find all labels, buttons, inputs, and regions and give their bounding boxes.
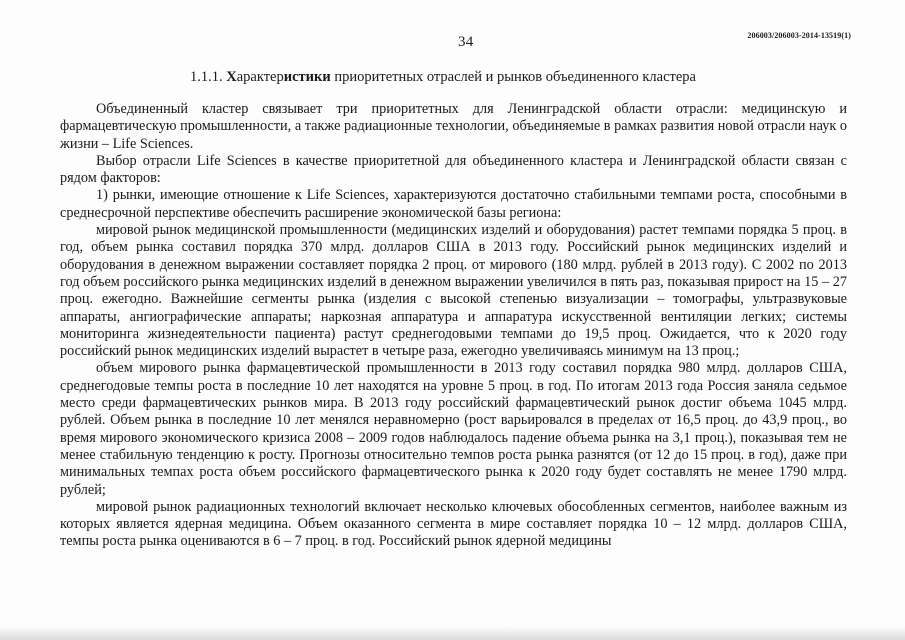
heading-bold-start: Х [226,69,237,85]
heading-prefix: 1.1.1. [190,69,227,85]
paragraph-choice-factors: Выбор отрасли Life Sciences в качестве приоритетной для объединенного кластера и Ленинградской области связан с рядом факторов: [60,152,847,187]
scan-bottom-shadow [0,626,905,640]
heading-rest: приоритетных отраслей и рынков объединенного кластера [330,69,696,85]
section-heading [190,69,696,86]
document-code: 206003/206003-2014-13519(1) [747,31,851,40]
heading-bold-part: истики [283,69,331,85]
body-text [60,101,847,551]
paragraph-radiation-market: мировой рынок радиационных технологий включает несколько ключевых обособленных сегментов, наиболее важным из которых является ядерная медицина. Объем оказанного сегмента в мире составляет порядка 10 – 12 млрд. долларов США, темпы роста рынка оцениваются в 6 – 7 проц. в год. Российский рынок ядерной медицины [60,498,847,550]
paragraph-medical-market: мировой рынок медицинской промышленности (медицинских изделий и оборудования) растет темпами порядка 5 проц. в год, объем рынка составил порядка 370 млрд. долларов США в 2013 году. Российский рынок медицинских изделий и оборудования в денежном выражении составляет порядка 2 проц. от мирового (180 млрд. рублей в 2013 году). С 2002 по 2013 год объем российского рынка медицинских изделий в денежном выражении увеличился в пять раз, показывая прирост на 15 – 27 проц. ежегодно. Важнейшие сегменты рынка (изделия с высокой степенью визуализации – томографы, ультразвуковые аппараты, ангиографические аппараты; наркозная аппаратура и аппаратура искусственной вентиляции легких; системы мониторинга жизнедеятельности пациента) растут среднегодовыми темпами до 19,5 проц. Ожидается, что к 2020 году российский рынок медицинских изделий вырастет в четыре раза, ежегодно увеличиваясь минимум на 13 проц.; [60,222,847,360]
heading-plain-middle: арактер [236,69,284,85]
paragraph-cluster-intro: Объединенный кластер связывает три приоритетных для Ленинградской области отрасли: медицинскую и фармацевтическую промышленности, а также радиационные технологии, объединяемые в рамках развития новой отрасли наук о жизни – Life Sciences. [60,101,847,152]
paragraph-factor-1: 1) рынки, имеющие отношение к Life Sciences, характеризуются достаточно стабильными темпами роста, способными в среднесрочной перспективе обеспечить расширение экономической базы региона: [60,187,847,221]
page-number: 34 [458,34,474,50]
paragraph-pharma-market: объем мирового рынка фармацевтической промышленности в 2013 году составил порядка 980 млрд. долларов США, среднегодовые темпы роста в последние 10 лет находятся на уровне 5 проц. в год. По итогам 2013 года Россия заняла седьмое место среди фармацевтических рынков мира. В 2013 году российский фармацевтический рынок достиг объема 1045 млрд. рублей. Объем рынка в последние 10 лет менялся неравномерно (рост варьировался в пределах от 16,5 проц. до 43,9 проц., во время мирового экономического кризиса 2008 – 2009 годов наблюдалось падение объема рынка на 3,1 проц.), показывая тем не менее стабильную тенденцию к росту. Прогнозы относительно темпов роста рынка разнятся (от 12 до 15 проц. в год), даже при минимальных темпах роста объем российского фармацевтического рынка к 2020 году будет составлять не менее 1790 млрд. рублей; [60,360,847,498]
